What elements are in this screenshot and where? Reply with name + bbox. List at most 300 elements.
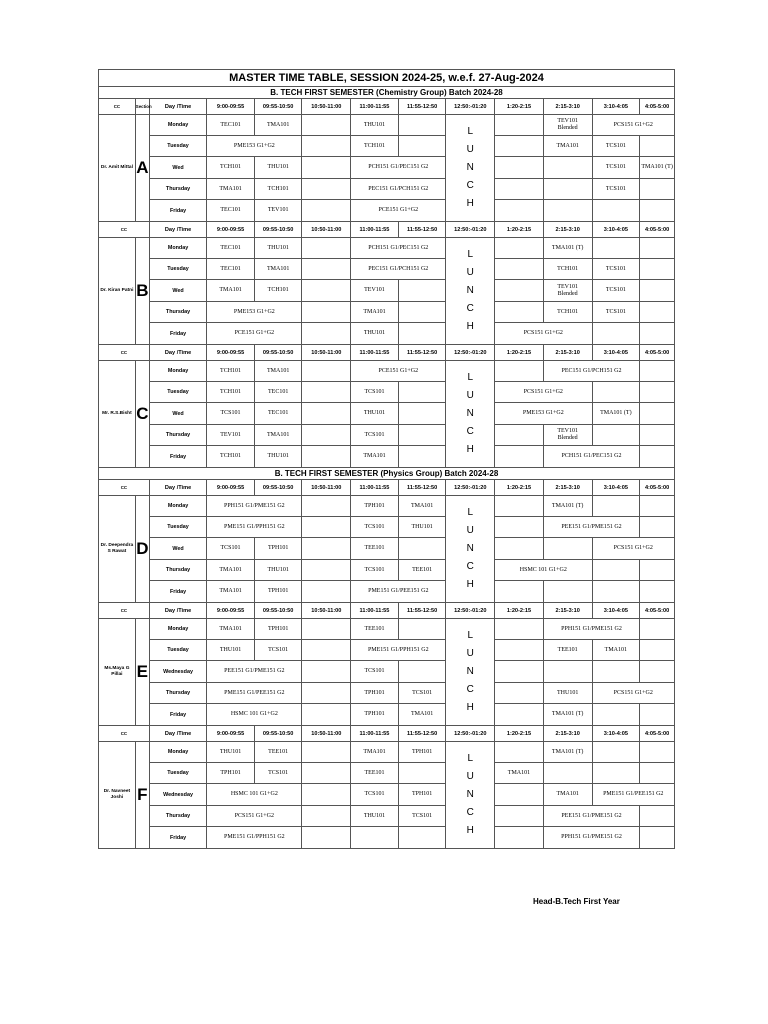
day-label: Tuesday <box>149 259 206 280</box>
day-label: Monday <box>149 496 206 517</box>
timetable-cell <box>302 704 351 726</box>
timetable-cell <box>640 446 675 468</box>
header-row <box>99 726 675 742</box>
lunch-letter: H <box>466 579 474 590</box>
table-row <box>99 361 675 382</box>
timetable-cell <box>592 763 640 784</box>
lunch-letter: H <box>466 198 474 209</box>
table-row <box>99 302 675 323</box>
timetable-cell: TEV101 Blended <box>543 425 592 446</box>
timetable-cell: TCS101 <box>592 136 640 157</box>
lunch-letter: N <box>466 666 474 677</box>
table-row <box>99 259 675 280</box>
day-label: Thursday <box>149 179 206 200</box>
timetable-cell <box>543 661 592 683</box>
timetable-cell <box>495 517 544 538</box>
time-slot-header: 11:55-12:50 <box>398 222 446 238</box>
time-slot-header: 9:00-09:55 <box>207 480 255 496</box>
timetable-cell: TMA101 <box>543 784 592 806</box>
timetable-cell: HSMC 101 G1+G2 <box>207 784 302 806</box>
section-letter: B <box>135 238 149 345</box>
day-label: Thursday <box>149 302 206 323</box>
timetable-cell: TCS101 <box>351 784 399 806</box>
timetable-cell <box>640 560 675 581</box>
table-row <box>99 323 675 345</box>
timetable-cell <box>592 661 640 683</box>
time-slot-header: 11:55-12:50 <box>398 603 446 619</box>
day-label: Thursday <box>149 683 206 704</box>
physics-group-heading: B. TECH FIRST SEMESTER (Physics Group) Batch 2024-28 <box>99 468 675 480</box>
timetable-cell: TMA101 (T) <box>543 496 592 517</box>
section-letter: C <box>135 361 149 468</box>
timetable-cell: PME151 G1/PEE151 G2 <box>351 581 446 603</box>
timetable-cell: PME151 G1/PEE151 G2 <box>207 683 302 704</box>
timetable-cell: TEE101 <box>351 763 399 784</box>
timetable-cell <box>398 136 446 157</box>
day-label: Tuesday <box>149 136 206 157</box>
timetable-cell: THU101 <box>254 238 302 259</box>
lunch-letter: N <box>466 162 474 173</box>
timetable-cell <box>495 157 544 179</box>
day-label: Wed <box>149 403 206 425</box>
lunch-letter: L <box>467 630 474 641</box>
timetable-cell <box>592 323 640 345</box>
timetable-cell <box>592 704 640 726</box>
day-label: Monday <box>149 238 206 259</box>
timetable-cell <box>302 361 351 382</box>
time-slot-header: 9:00-09:55 <box>207 99 255 115</box>
timetable-cell <box>495 661 544 683</box>
timetable-cell: HSMC 101 G1+G2 <box>207 704 302 726</box>
daytime-header: Day /Time <box>149 345 206 361</box>
timetable-cell <box>543 763 592 784</box>
timetable-cell <box>398 323 446 345</box>
day-label: Monday <box>149 115 206 136</box>
timetable-cell: TMA101 <box>543 136 592 157</box>
timetable-cell <box>495 806 544 827</box>
day-label: Thursday <box>149 560 206 581</box>
timetable-cell <box>302 403 351 425</box>
timetable-cell: TMA101 <box>592 640 640 661</box>
timetable-cell: PME153 G1+G2 <box>207 302 302 323</box>
timetable-cell <box>495 581 544 603</box>
time-slot-header: 11:00-11:55 <box>351 345 399 361</box>
lunch-letter: L <box>467 249 474 260</box>
timetable-cell: TEV101 <box>207 425 255 446</box>
timetable-cell: TMA101 <box>207 280 255 302</box>
time-slot-header: 10:50-11:00 <box>302 99 351 115</box>
signature-label: Head-B.Tech First Year <box>533 897 620 906</box>
table-row <box>99 403 675 425</box>
timetable-cell <box>302 136 351 157</box>
time-slot-header: 09:55-10:50 <box>254 345 302 361</box>
timetable-cell <box>302 640 351 661</box>
time-slot-header: 3:10-4:05 <box>592 222 640 238</box>
time-slot-header: 3:10-4:05 <box>592 480 640 496</box>
timetable-cell <box>640 496 675 517</box>
timetable-cell: TCH101 <box>207 446 255 468</box>
timetable-cell: THU101 <box>398 517 446 538</box>
timetable-cell <box>302 323 351 345</box>
timetable-cell: PCS151 G1+G2 <box>495 382 592 403</box>
timetable-cell: THU101 <box>351 806 399 827</box>
time-slot-header: 12:50:-01:20 <box>446 726 495 742</box>
timetable-cell <box>351 827 399 849</box>
timetable-cell <box>640 403 675 425</box>
day-label: Thursday <box>149 425 206 446</box>
timetable-cell: TEV101 <box>351 280 399 302</box>
table-row <box>99 640 675 661</box>
teacher-name: Dr. Amit Mittal <box>99 115 136 222</box>
timetable-cell <box>302 179 351 200</box>
timetable-cell <box>398 619 446 640</box>
table-row <box>99 136 675 157</box>
day-label: Tuesday <box>149 640 206 661</box>
timetable-cell: PCS151 G1+G2 <box>495 323 592 345</box>
timetable-cell <box>592 425 640 446</box>
timetable-cell <box>640 661 675 683</box>
timetable-cell <box>495 784 544 806</box>
lunch-letter: N <box>466 789 474 800</box>
daytime-header: Day /Time <box>149 99 206 115</box>
timetable-cell: TMA101 <box>207 560 255 581</box>
timetable-cell: PPH151 G1/PME151 G2 <box>543 827 639 849</box>
timetable-cell <box>302 581 351 603</box>
timetable-cell <box>640 742 675 763</box>
time-slot-header: 4:05-5:00 <box>640 345 675 361</box>
table-row <box>99 496 675 517</box>
cc-header: CC <box>99 345 150 361</box>
lunch-letter: U <box>466 267 474 278</box>
time-slot-header: 3:10-4:05 <box>592 726 640 742</box>
day-label: Friday <box>149 581 206 603</box>
table-row <box>99 200 675 222</box>
timetable-cell <box>495 136 544 157</box>
timetable-sheet <box>98 69 675 849</box>
lunch-break <box>446 361 495 468</box>
timetable-cell: THU101 <box>254 560 302 581</box>
timetable-cell <box>495 704 544 726</box>
timetable-cell: TPH101 <box>351 496 399 517</box>
page-title-row <box>99 70 675 87</box>
daytime-header: Day /Time <box>149 726 206 742</box>
timetable-cell: TMA101 <box>254 115 302 136</box>
timetable-cell <box>543 157 592 179</box>
time-slot-header: 2:15-3:10 <box>543 726 592 742</box>
timetable-cell <box>302 157 351 179</box>
timetable-cell: TEC101 <box>207 115 255 136</box>
timetable-cell: TMA101 (T) <box>543 742 592 763</box>
timetable-cell <box>640 806 675 827</box>
timetable-cell <box>592 238 640 259</box>
lunch-letter: N <box>466 285 474 296</box>
timetable-cell: TEC101 <box>207 238 255 259</box>
timetable-cell: TCH101 <box>254 179 302 200</box>
timetable-cell <box>302 425 351 446</box>
time-slot-header: 11:55-12:50 <box>398 726 446 742</box>
timetable <box>98 69 675 849</box>
time-slot-header: 10:50-11:00 <box>302 222 351 238</box>
timetable-cell: TEC101 <box>254 382 302 403</box>
physics-group-heading-row <box>99 468 675 480</box>
time-slot-header: 11:00-11:55 <box>351 603 399 619</box>
timetable-cell: TMA101 <box>207 619 255 640</box>
timetable-cell: TPH101 <box>207 763 255 784</box>
timetable-cell <box>543 200 592 222</box>
timetable-cell: TCS101 <box>207 538 255 560</box>
cc-header: CC <box>99 222 150 238</box>
time-slot-header: 09:55-10:50 <box>254 99 302 115</box>
timetable-cell: TMA101 <box>495 763 544 784</box>
day-label: Wed <box>149 157 206 179</box>
timetable-cell: PEC151 G1/PCH151 G2 <box>351 179 446 200</box>
teacher-name: Ms.Maya G Pillai <box>99 619 136 726</box>
timetable-cell: HSMC 101 G1+G2 <box>495 560 592 581</box>
timetable-cell <box>302 200 351 222</box>
timetable-cell <box>640 200 675 222</box>
timetable-cell <box>495 259 544 280</box>
time-slot-header: 12:50:-01:20 <box>446 222 495 238</box>
timetable-cell: PEE151 G1/PME151 G2 <box>543 806 639 827</box>
timetable-cell <box>543 179 592 200</box>
table-row <box>99 704 675 726</box>
time-slot-header: 11:00-11:55 <box>351 222 399 238</box>
timetable-cell <box>640 361 675 382</box>
header-row <box>99 603 675 619</box>
day-label: Friday <box>149 704 206 726</box>
timetable-cell <box>495 425 544 446</box>
lunch-letter: H <box>466 702 474 713</box>
table-row <box>99 425 675 446</box>
table-row <box>99 115 675 136</box>
time-slot-header: 2:15-3:10 <box>543 222 592 238</box>
time-slot-header: 9:00-09:55 <box>207 345 255 361</box>
teacher-name: Mr. R.S.Bisht <box>99 361 136 468</box>
timetable-cell <box>302 661 351 683</box>
timetable-cell: TCH101 <box>351 136 399 157</box>
timetable-cell: TPH101 <box>351 704 399 726</box>
timetable-cell: TPH101 <box>254 581 302 603</box>
timetable-cell <box>302 280 351 302</box>
timetable-cell <box>495 446 544 468</box>
timetable-cell <box>302 763 351 784</box>
lunch-break <box>446 619 495 726</box>
header-row <box>99 345 675 361</box>
table-row <box>99 581 675 603</box>
timetable-cell: PME151 G1/PPH151 G2 <box>351 640 446 661</box>
timetable-cell: TEC101 <box>207 259 255 280</box>
timetable-cell <box>302 742 351 763</box>
timetable-cell <box>495 538 544 560</box>
lunch-letter: H <box>466 321 474 332</box>
timetable-cell: TCS101 <box>592 157 640 179</box>
day-label: Friday <box>149 827 206 849</box>
timetable-cell <box>640 619 675 640</box>
timetable-cell <box>302 683 351 704</box>
timetable-cell: TMA101 <box>398 496 446 517</box>
timetable-cell <box>495 302 544 323</box>
lunch-letter: H <box>466 444 474 455</box>
timetable-cell: PCS151 G1+G2 <box>592 683 674 704</box>
timetable-cell: PPH151 G1/PME151 G2 <box>543 619 639 640</box>
time-slot-header: 1:20-2:15 <box>495 345 544 361</box>
timetable-cell <box>302 115 351 136</box>
timetable-cell <box>398 538 446 560</box>
timetable-cell: TCS101 <box>592 280 640 302</box>
time-slot-header: 09:55-10:50 <box>254 480 302 496</box>
time-slot-header: 12:50:-01:20 <box>446 99 495 115</box>
lunch-break <box>446 742 495 849</box>
timetable-cell: PME151 G1/PPH151 G2 <box>207 517 302 538</box>
timetable-cell: TPH101 <box>398 742 446 763</box>
timetable-cell: TPH101 <box>254 619 302 640</box>
time-slot-header: 09:55-10:50 <box>254 726 302 742</box>
timetable-cell <box>302 538 351 560</box>
timetable-cell: THU101 <box>254 446 302 468</box>
daytime-header: Day /Time <box>149 222 206 238</box>
timetable-cell: PME153 G1+G2 <box>495 403 592 425</box>
timetable-cell <box>302 784 351 806</box>
timetable-cell: TPH101 <box>398 784 446 806</box>
table-row <box>99 763 675 784</box>
daytime-header: Day /Time <box>149 603 206 619</box>
table-row <box>99 742 675 763</box>
timetable-cell: TMA101 <box>207 179 255 200</box>
table-row <box>99 683 675 704</box>
timetable-cell: TCS101 <box>398 683 446 704</box>
timetable-cell <box>640 640 675 661</box>
time-slot-header: 2:15-3:10 <box>543 345 592 361</box>
chemistry-group-heading-row <box>99 87 675 99</box>
timetable-cell: TCS101 <box>592 179 640 200</box>
timetable-cell: PCE151 G1+G2 <box>351 200 446 222</box>
timetable-cell: TMA101 (T) <box>640 157 675 179</box>
lunch-letter: L <box>467 372 474 383</box>
timetable-cell <box>640 517 675 538</box>
timetable-cell: TCH101 <box>207 382 255 403</box>
timetable-cell: TCS101 <box>207 403 255 425</box>
timetable-cell <box>495 619 544 640</box>
time-slot-header: 11:00-11:55 <box>351 726 399 742</box>
timetable-cell: TCH101 <box>543 259 592 280</box>
timetable-cell <box>592 742 640 763</box>
time-slot-header: 12:50:-01:20 <box>446 480 495 496</box>
timetable-cell <box>640 179 675 200</box>
lunch-letter: C <box>466 426 474 437</box>
lunch-letter: U <box>466 390 474 401</box>
lunch-break <box>446 115 495 222</box>
timetable-cell: TMA101 <box>398 704 446 726</box>
timetable-cell: TEC101 <box>207 200 255 222</box>
time-slot-header: 4:05-5:00 <box>640 603 675 619</box>
timetable-cell: TEE101 <box>351 619 399 640</box>
time-slot-header: 9:00-09:55 <box>207 726 255 742</box>
table-row <box>99 446 675 468</box>
lunch-letter: N <box>466 408 474 419</box>
cc-header: CC <box>99 726 150 742</box>
timetable-cell <box>302 806 351 827</box>
timetable-cell <box>592 382 640 403</box>
timetable-cell <box>495 742 544 763</box>
timetable-cell <box>302 446 351 468</box>
timetable-cell <box>398 763 446 784</box>
time-slot-header: 4:05-5:00 <box>640 99 675 115</box>
time-slot-header: 9:00-09:55 <box>207 222 255 238</box>
day-label: Friday <box>149 323 206 345</box>
lunch-letter: C <box>466 561 474 572</box>
timetable-cell: THU101 <box>351 115 399 136</box>
timetable-cell: TMA101 (T) <box>543 238 592 259</box>
time-slot-header: 3:10-4:05 <box>592 99 640 115</box>
day-label: Wednesday <box>149 661 206 683</box>
time-slot-header: 2:15-3:10 <box>543 480 592 496</box>
timetable-cell: TEV101 Blended <box>543 280 592 302</box>
timetable-cell <box>640 323 675 345</box>
time-slot-header: 11:55-12:50 <box>398 345 446 361</box>
lunch-letter: N <box>466 543 474 554</box>
timetable-cell: PCH151 G1/PEC151 G2 <box>543 446 639 468</box>
table-row <box>99 619 675 640</box>
time-slot-header: 4:05-5:00 <box>640 480 675 496</box>
timetable-cell: TCH101 <box>207 157 255 179</box>
timetable-cell <box>640 238 675 259</box>
timetable-cell <box>640 827 675 849</box>
lunch-letter: C <box>466 807 474 818</box>
time-slot-header: 1:20-2:15 <box>495 99 544 115</box>
table-row <box>99 661 675 683</box>
lunch-letter: L <box>467 126 474 137</box>
timetable-cell: PCH151 G1/PEC151 G2 <box>351 238 446 259</box>
time-slot-header: 10:50-11:00 <box>302 345 351 361</box>
time-slot-header: 09:55-10:50 <box>254 603 302 619</box>
time-slot-header: 1:20-2:15 <box>495 726 544 742</box>
day-label: Wednesday <box>149 784 206 806</box>
timetable-cell: THU101 <box>543 683 592 704</box>
timetable-cell <box>640 259 675 280</box>
timetable-cell <box>302 560 351 581</box>
timetable-cell: TPH101 <box>254 538 302 560</box>
table-row <box>99 784 675 806</box>
timetable-cell: PCS151 G1+G2 <box>592 538 674 560</box>
table-row <box>99 560 675 581</box>
timetable-cell <box>398 827 446 849</box>
timetable-cell <box>640 136 675 157</box>
table-row <box>99 280 675 302</box>
section-letter: E <box>135 619 149 726</box>
timetable-cell <box>640 302 675 323</box>
timetable-cell: TEV101 <box>254 200 302 222</box>
timetable-cell <box>640 425 675 446</box>
timetable-cell <box>592 200 640 222</box>
day-label: Friday <box>149 446 206 468</box>
time-slot-header: 09:55-10:50 <box>254 222 302 238</box>
timetable-cell <box>640 382 675 403</box>
timetable-cell <box>495 683 544 704</box>
timetable-cell <box>398 115 446 136</box>
timetable-cell <box>640 280 675 302</box>
time-slot-header: 12:50:-01:20 <box>446 603 495 619</box>
timetable-cell: TCS101 <box>351 560 399 581</box>
timetable-cell <box>302 382 351 403</box>
timetable-cell <box>302 496 351 517</box>
lunch-letter: C <box>466 684 474 695</box>
timetable-cell: PCE151 G1+G2 <box>351 361 446 382</box>
timetable-cell: TCH101 <box>254 280 302 302</box>
timetable-cell: TCH101 <box>543 302 592 323</box>
timetable-cell: TCS101 <box>351 425 399 446</box>
lunch-letter: L <box>467 507 474 518</box>
timetable-cell: TCS101 <box>351 517 399 538</box>
